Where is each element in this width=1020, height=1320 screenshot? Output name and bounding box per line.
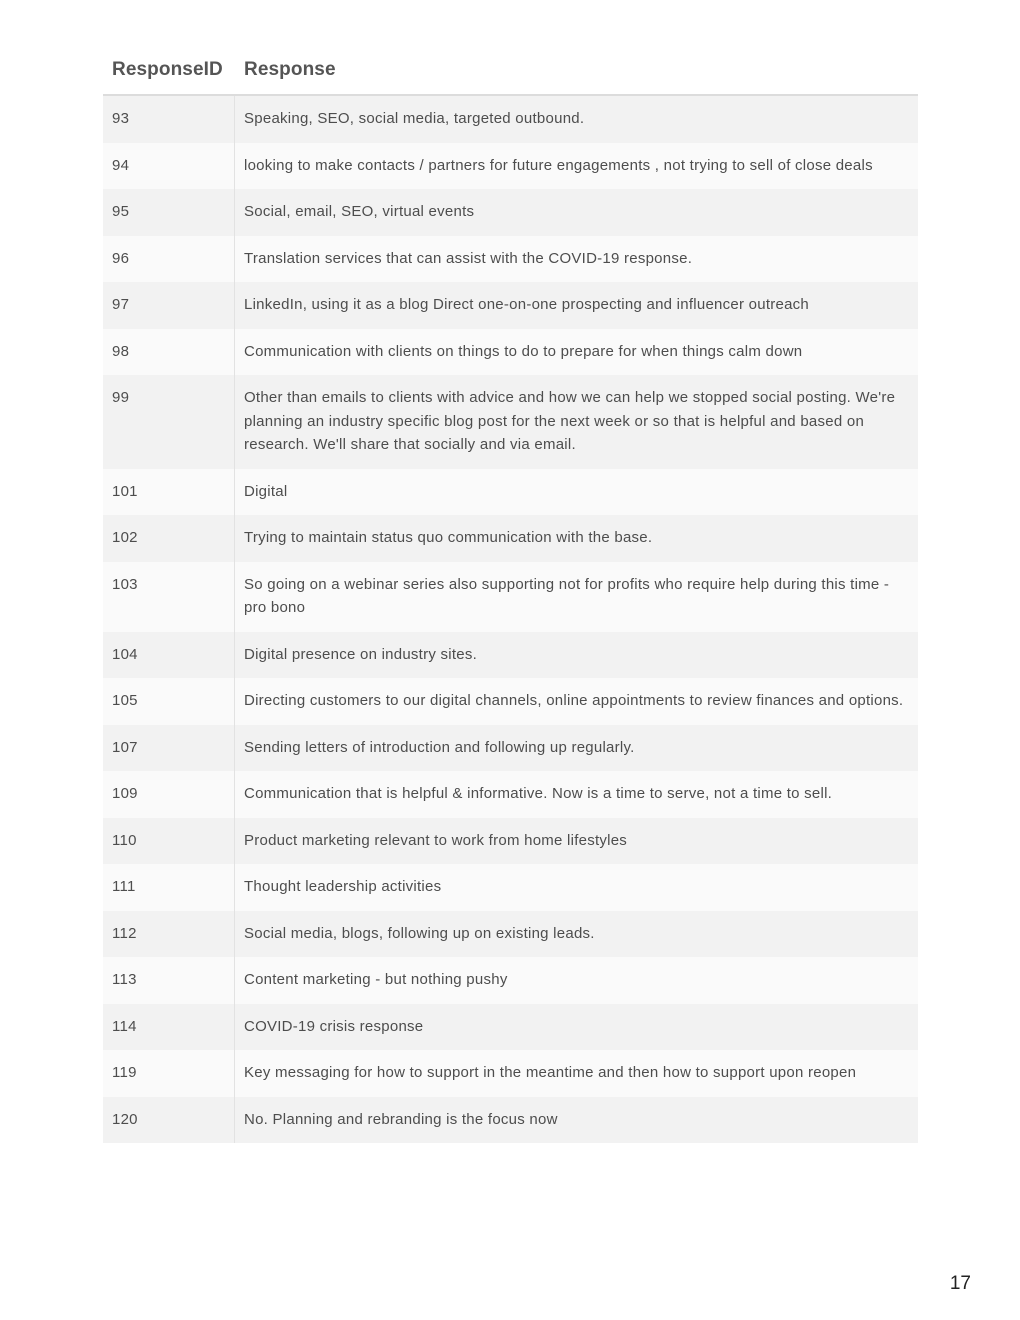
table-row <box>103 911 918 958</box>
response-text-cell: Social media, blogs, following up on existing leads. <box>244 924 595 942</box>
response-id-cell: 103 <box>103 562 235 632</box>
response-id-cell: 120 <box>103 1097 235 1144</box>
response-text-cell: Product marketing relevant to work from home lifestyles <box>244 831 628 849</box>
response-text-cell: Directing customers to our digital channels, online appointments to review finances and options. <box>244 692 904 709</box>
table-row <box>103 515 918 562</box>
response-text-cell: Other than emails to clients with advice and how we can help we stopped social posting. We're planning an industry specific blog post for the next week or so that is helpful and based on research. We'll share that socially and via email. <box>244 389 896 453</box>
table-row <box>103 236 918 283</box>
response-id-cell: 93 <box>103 96 235 143</box>
table-row <box>103 957 918 1004</box>
response-text-cell: Social, email, SEO, virtual events <box>244 203 475 220</box>
response-text-cell: No. Planning and rebranding is the focus now <box>244 1110 558 1128</box>
table-row <box>103 771 918 818</box>
table-row <box>103 189 918 236</box>
table-row <box>103 329 918 376</box>
response-id-cell: 99 <box>103 375 235 469</box>
table-row <box>103 1097 918 1144</box>
response-text-cell: LinkedIn, using it as a blog Direct one-on-one prospecting and influencer outreach <box>244 296 810 313</box>
response-text-cell: Communication that is helpful & informative. Now is a time to serve, not a time to sell. <box>244 785 833 802</box>
response-id-cell: 102 <box>103 515 235 562</box>
response-id-cell: 110 <box>103 818 235 865</box>
response-text-cell: Thought leadership activities <box>244 878 442 895</box>
table-body <box>103 96 918 1143</box>
page-number: 17 <box>949 1273 971 1294</box>
response-text-cell: Content marketing - but nothing pushy <box>244 971 508 988</box>
response-id-cell: 105 <box>103 678 235 725</box>
response-id-cell: 119 <box>103 1050 235 1097</box>
table-row <box>103 562 918 632</box>
column-header-response: Response <box>244 59 336 80</box>
response-text-cell: Speaking, SEO, social media, targeted outbound. <box>244 110 585 127</box>
response-id-cell: 107 <box>103 725 235 772</box>
table-row <box>103 818 918 865</box>
response-text-cell: Communication with clients on things to do to prepare for when things calm down <box>244 342 803 360</box>
response-text-cell: Translation services that can assist with the COVID-19 response. <box>244 249 693 267</box>
response-id-cell: 94 <box>103 143 235 190</box>
table-row <box>103 375 918 469</box>
response-text-cell: Sending letters of introduction and following up regularly. <box>244 738 635 756</box>
response-text-cell: COVID-19 crisis response <box>244 1017 424 1035</box>
column-header-responseid: ResponseID <box>112 59 223 80</box>
response-text-cell: Trying to maintain status quo communication with the base. <box>244 529 653 546</box>
response-text-cell: Digital presence on industry sites. <box>244 645 478 663</box>
response-text-cell: Key messaging for how to support in the meantime and then how to support upon reopen <box>244 1064 857 1081</box>
table-row <box>103 725 918 772</box>
response-id-cell: 98 <box>103 329 235 376</box>
response-id-cell: 96 <box>103 236 235 283</box>
response-text-cell: looking to make contacts / partners for future engagements , not trying to sell of close deals <box>244 156 873 174</box>
response-text-cell: Digital <box>244 482 288 500</box>
table-row <box>103 1004 918 1051</box>
response-id-cell: 114 <box>103 1004 235 1051</box>
response-id-cell: 97 <box>103 282 235 329</box>
response-id-cell: 95 <box>103 189 235 236</box>
response-id-cell: 109 <box>103 771 235 818</box>
response-text-cell: So going on a webinar series also supporting not for profits who require help during this time - pro bono <box>244 575 890 616</box>
response-id-cell: 112 <box>103 911 235 958</box>
table-row <box>103 469 918 516</box>
table-row <box>103 143 918 190</box>
response-id-cell: 101 <box>103 469 235 516</box>
response-id-cell: 113 <box>103 957 235 1004</box>
responses-table <box>103 48 918 1143</box>
table-row <box>103 1050 918 1097</box>
table-row <box>103 282 918 329</box>
response-id-cell: 111 <box>103 864 235 911</box>
table-header <box>103 48 918 96</box>
table-row <box>103 632 918 679</box>
response-id-cell: 104 <box>103 632 235 679</box>
table-row <box>103 678 918 725</box>
table-row <box>103 96 918 143</box>
table-row <box>103 864 918 911</box>
